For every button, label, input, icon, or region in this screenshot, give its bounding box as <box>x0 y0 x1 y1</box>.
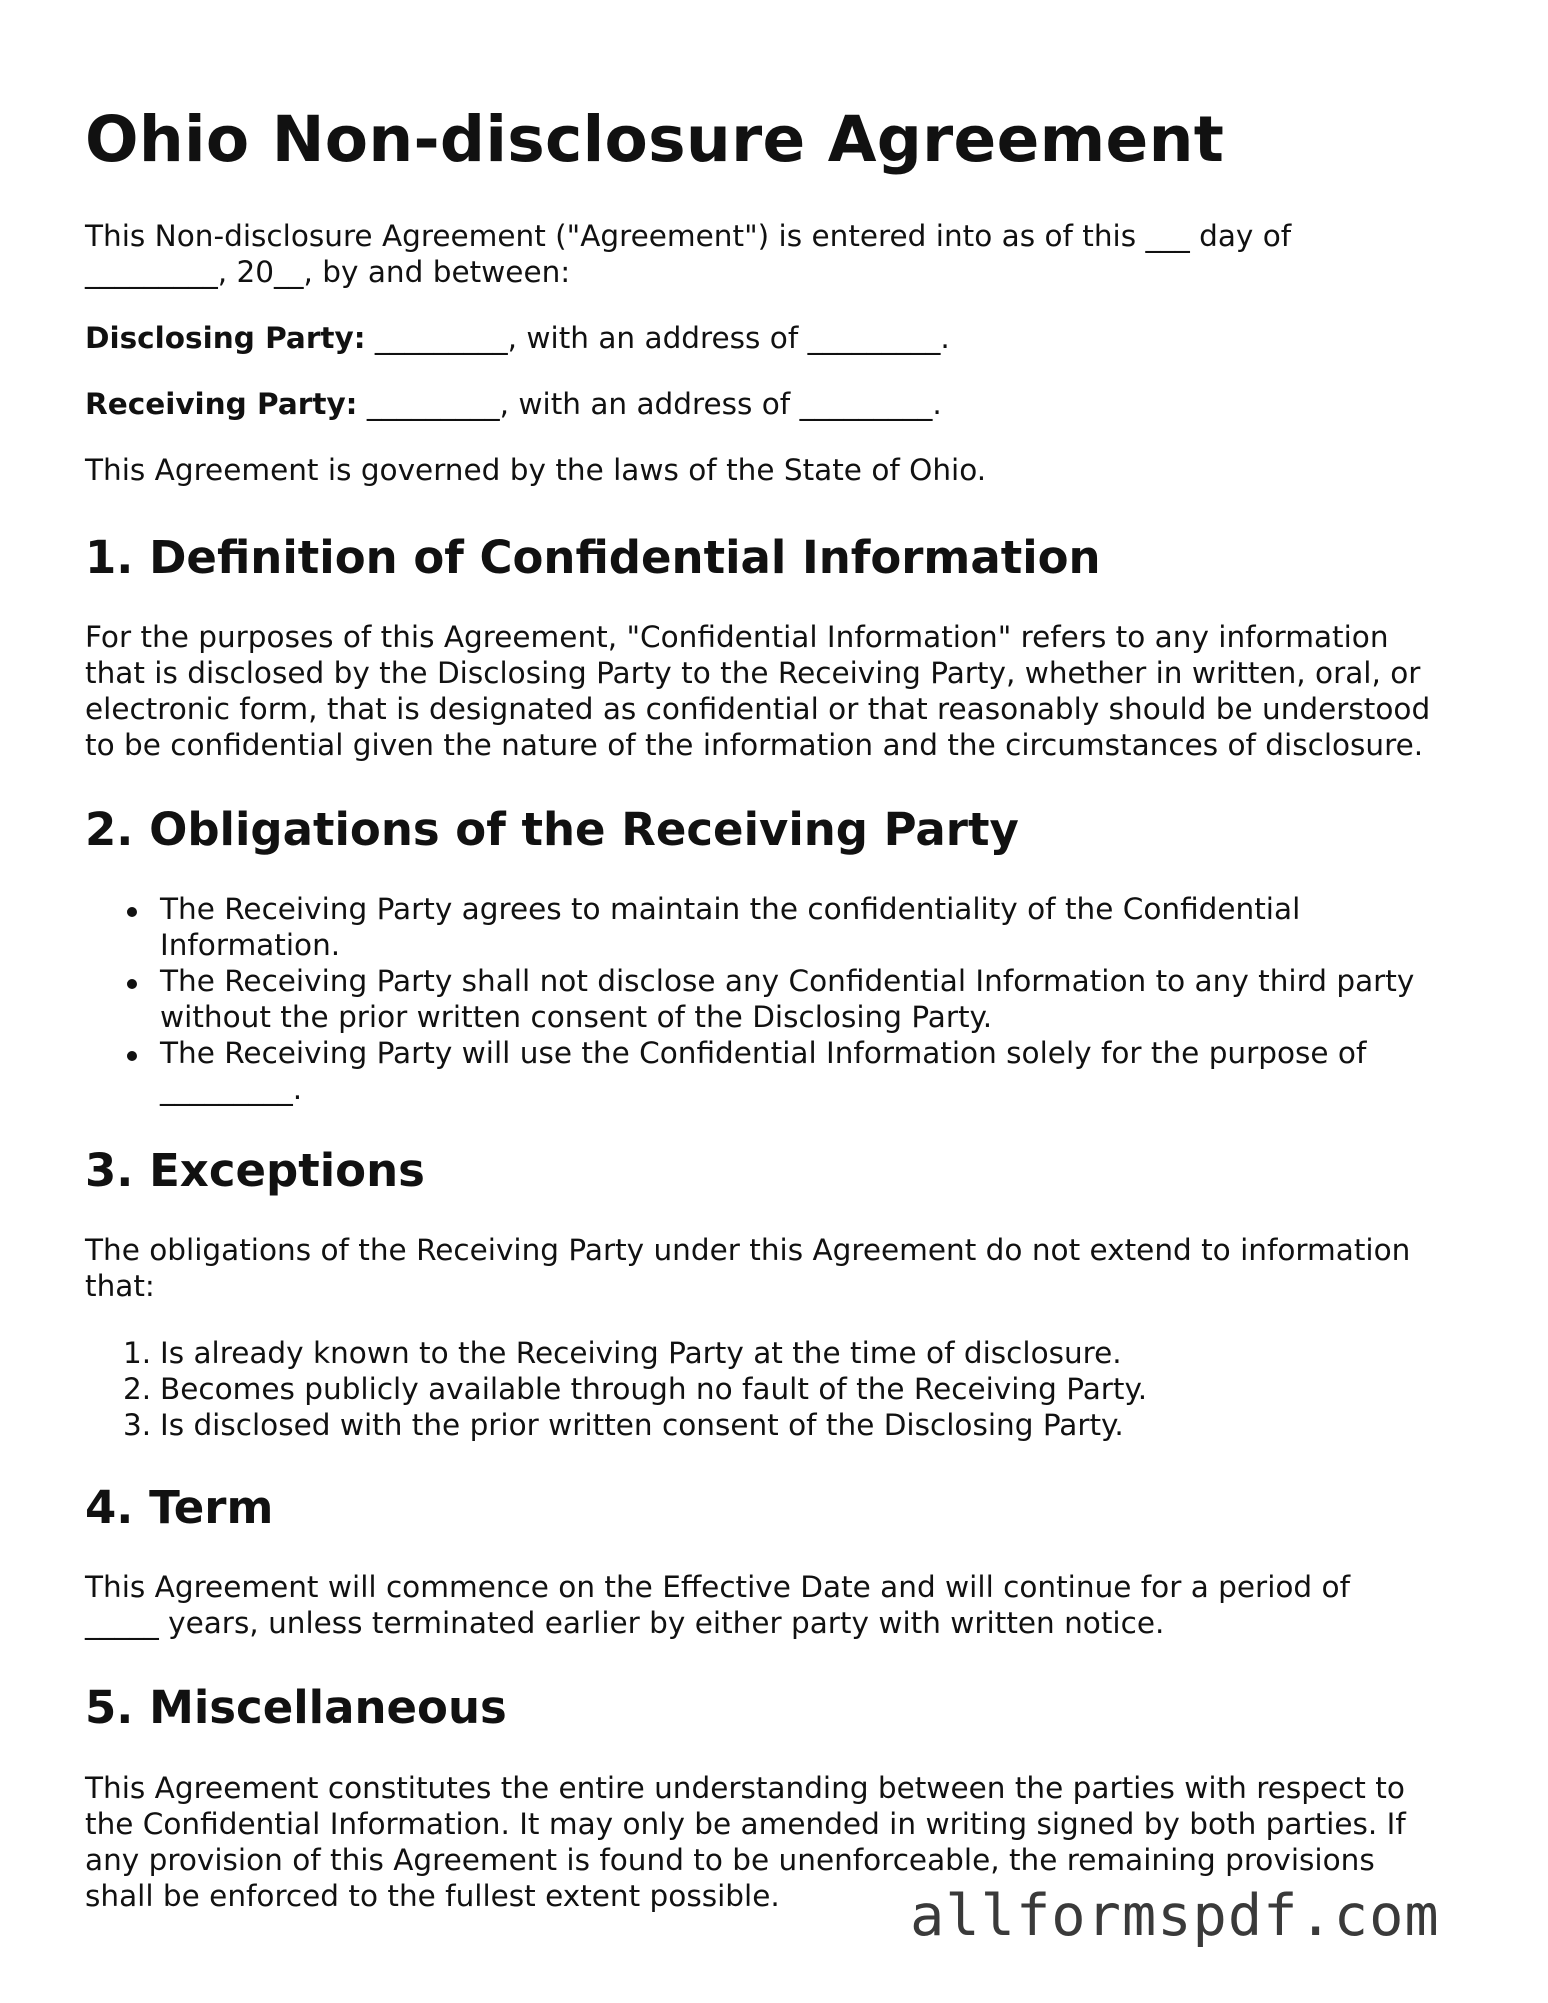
list-number: 2. <box>123 1372 152 1406</box>
paragraph-line: _____ years, unless terminated earlier by either party with written notice. <box>85 1606 1165 1640</box>
bullet-icon <box>127 979 137 989</box>
list-item <box>85 963 1485 1035</box>
page-title: Ohio Non-disclosure Agreement <box>85 103 1225 176</box>
list-item-line: Information. <box>160 928 341 962</box>
paragraph-line: For the purposes of this Agreement, "Confidential Information" refers to any information <box>85 620 1389 654</box>
section5-heading: 5. Miscellaneous <box>85 1681 507 1734</box>
obligations-list <box>85 891 1485 1107</box>
bullet-icon <box>127 1051 137 1061</box>
list-item <box>85 1035 1485 1107</box>
paragraph-line: The obligations of the Receiving Party under this Agreement do not extend to information <box>85 1233 1411 1267</box>
list-item-line: The Receiving Party agrees to maintain the confidentiality of the Confidential <box>160 892 1301 926</box>
list-item-line: without the prior written consent of the Disclosing Party. <box>160 1000 993 1034</box>
list-item <box>85 1407 1485 1443</box>
paragraph-line: that: <box>85 1269 155 1303</box>
list-item-text: Is disclosed with the prior written consent of the Disclosing Party. <box>160 1408 1124 1442</box>
intro-line: _________, 20__, by and between: <box>85 255 571 289</box>
exceptions-list <box>85 1335 1485 1443</box>
list-item-line: The Receiving Party shall not disclose any Confidential Information to any third party <box>160 964 1415 998</box>
bullet-icon <box>127 907 137 917</box>
section1-heading: 1. Definition of Confidential Information <box>85 531 1101 584</box>
paragraph-line: that is disclosed by the Disclosing Party to the Receiving Party, whether in written, oral, or <box>85 656 1421 690</box>
section4-paragraph <box>85 1569 1485 1641</box>
receiving-party-line <box>85 386 1485 422</box>
list-item <box>85 891 1485 963</box>
section3-heading: 3. Exceptions <box>85 1144 425 1197</box>
section4-heading: 4. Term <box>85 1481 274 1534</box>
receiving-party-text: _________, with an address of _________. <box>357 387 942 421</box>
disclosing-party-line <box>85 320 1485 356</box>
list-item <box>85 1335 1485 1371</box>
paragraph-line: shall be enforced to the fullest extent possible. <box>85 1879 780 1913</box>
paragraph-line: This Agreement constitutes the entire understanding between the parties with respect to <box>85 1771 1405 1805</box>
paragraph-line: the Confidential Information. It may only be amended in writing signed by both parties. If <box>85 1807 1406 1841</box>
section1-paragraph <box>85 619 1485 763</box>
watermark: allformspdf.com <box>910 1883 1440 1949</box>
section3-paragraph <box>85 1232 1485 1304</box>
section2-heading: 2. Obligations of the Receiving Party <box>85 803 1019 856</box>
paragraph-line: any provision of this Agreement is found to be unenforceable, the remaining provisions <box>85 1843 1375 1877</box>
paragraph-line: to be confidential given the nature of the information and the circumstances of disclosure. <box>85 728 1424 762</box>
list-item <box>85 1371 1485 1407</box>
governing-law-paragraph: This Agreement is governed by the laws of the State of Ohio. <box>85 453 987 487</box>
receiving-party-label: Receiving Party: <box>85 387 358 421</box>
paragraph-line: This Agreement will commence on the Effective Date and will continue for a period of <box>85 1570 1350 1604</box>
list-item-text: Becomes publicly available through no fault of the Receiving Party. <box>160 1372 1148 1406</box>
intro-line: This Non-disclosure Agreement ("Agreement") is entered into as of this ___ day of <box>85 219 1292 253</box>
list-number: 3. <box>123 1408 152 1442</box>
list-item-line: _________. <box>160 1072 303 1106</box>
intro-paragraph <box>85 218 1485 290</box>
list-item-text: Is already known to the Receiving Party at the time of disclosure. <box>160 1336 1122 1370</box>
paragraph-line: electronic form, that is designated as confidential or that reasonably should be understood <box>85 692 1431 726</box>
list-number: 1. <box>123 1336 152 1370</box>
disclosing-party-text: _________, with an address of _________. <box>365 321 950 355</box>
disclosing-party-label: Disclosing Party: <box>85 321 366 355</box>
list-item-line: The Receiving Party will use the Confidential Information solely for the purpose of <box>160 1036 1367 1070</box>
